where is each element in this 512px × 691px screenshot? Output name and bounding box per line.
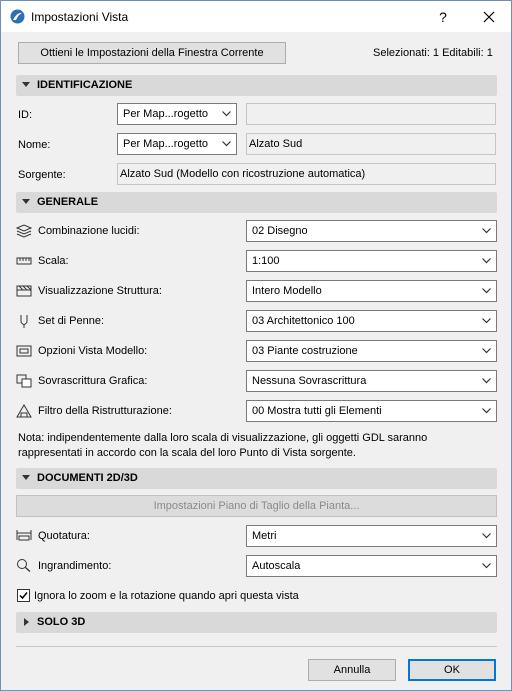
- filtro-ristrutturazione-select[interactable]: [246, 400, 497, 422]
- section-generale[interactable]: [16, 192, 497, 213]
- chevron-down-icon: [482, 533, 491, 539]
- get-current-window-settings-button[interactable]: Ottieni le Impostazioni della Finestra Corrente: [18, 42, 286, 64]
- nome-field: Alzato Sud: [246, 133, 496, 155]
- sovrascrittura-grafica-label: Sovrascrittura Grafica:: [38, 375, 148, 387]
- archicad-app-icon: [10, 9, 25, 24]
- set-di-penne-label: Set di Penne:: [38, 315, 105, 327]
- pen-icon: [16, 314, 32, 328]
- collapse-arrow-icon: [22, 475, 30, 480]
- filtro-ristrutturazione-label: Filtro della Ristrutturazione:: [38, 405, 172, 417]
- title-bar[interactable]: [1, 1, 511, 32]
- checkmark-icon: [18, 590, 29, 601]
- chevron-down-icon: [482, 408, 491, 414]
- opzioni-vista-modello-select[interactable]: [246, 340, 497, 362]
- section-title: IDENTIFICAZIONE: [37, 79, 133, 91]
- nome-mode-select[interactable]: [117, 133, 237, 155]
- quotatura-select[interactable]: [246, 525, 497, 547]
- chevron-down-icon: [482, 228, 491, 234]
- scala-value: 1:100: [252, 255, 280, 267]
- close-icon[interactable]: [477, 6, 501, 28]
- structure-icon: [16, 284, 32, 298]
- collapse-arrow-icon: [22, 199, 30, 204]
- scala-select[interactable]: [246, 250, 497, 272]
- combinazione-lucidi-select[interactable]: [246, 220, 497, 242]
- visualizzazione-struttura-value: Intero Modello: [252, 285, 322, 297]
- scala-label: Scala:: [38, 255, 69, 267]
- chevron-down-icon: [482, 318, 491, 324]
- nome-label: Nome:: [18, 139, 51, 151]
- note-line: Nota: indipendentemente dalla loro scala di visualizzazione, gli oggetti GDL saranno: [18, 432, 428, 444]
- collapse-arrow-icon: [22, 82, 30, 87]
- combinazione-lucidi-value: 02 Disegno: [252, 225, 308, 237]
- chevron-down-icon: [482, 378, 491, 384]
- sovrascrittura-grafica-select[interactable]: [246, 370, 497, 392]
- selection-status: Selezionati: 1 Editabili: 1: [373, 47, 493, 59]
- section-identificazione[interactable]: [16, 75, 497, 96]
- chevron-down-icon: [482, 563, 491, 569]
- gdl-scale-note: [18, 431, 498, 461]
- help-button[interactable]: ?: [439, 9, 447, 25]
- quotatura-value: Metri: [252, 530, 277, 542]
- sorgente-label: Sorgente:: [18, 169, 66, 181]
- nome-mode-value: Per Map...rogetto: [123, 138, 208, 150]
- chevron-down-icon: [482, 258, 491, 264]
- note-line: rappresentati in accordo con la scala del loro Punto di Vista sorgente.: [18, 447, 356, 459]
- ingrandimento-label: Ingrandimento:: [38, 560, 112, 572]
- dimension-icon: [16, 528, 32, 542]
- combinazione-lucidi-label: Combinazione lucidi:: [38, 225, 140, 237]
- footer-divider: [16, 646, 497, 647]
- section-title: DOCUMENTI 2D/3D: [37, 472, 138, 484]
- expand-arrow-icon: [24, 618, 29, 626]
- id-field: [246, 103, 496, 125]
- opzioni-vista-modello-value: 03 Piante costruzione: [252, 345, 358, 357]
- opzioni-vista-modello-label: Opzioni Vista Modello:: [38, 345, 148, 357]
- visualizzazione-struttura-label: Visualizzazione Struttura:: [38, 285, 162, 297]
- chevron-down-icon: [482, 288, 491, 294]
- id-mode-value: Per Map...rogetto: [123, 108, 208, 120]
- window-title: Impostazioni Vista: [31, 10, 129, 24]
- cut-plane-settings-button[interactable]: Impostazioni Piano di Taglio della Pianta...: [16, 495, 497, 517]
- model-view-icon: [16, 344, 32, 358]
- sovrascrittura-grafica-value: Nessuna Sovrascrittura: [252, 375, 367, 387]
- chevron-down-icon: [482, 348, 491, 354]
- magnifier-icon: [16, 558, 32, 572]
- section-documenti[interactable]: [16, 468, 497, 489]
- visualizzazione-struttura-select[interactable]: [246, 280, 497, 302]
- filtro-ristrutturazione-value: 00 Mostra tutti gli Elementi: [252, 405, 382, 417]
- ingrandimento-select[interactable]: [246, 555, 497, 577]
- section-title: GENERALE: [37, 196, 99, 208]
- ignore-zoom-label[interactable]: Ignora lo zoom e la rotazione quando apri questa vista: [34, 590, 299, 602]
- set-di-penne-select[interactable]: [246, 310, 497, 332]
- layers-icon: [16, 224, 32, 238]
- id-label: ID:: [18, 109, 33, 121]
- chevron-down-icon: [222, 141, 231, 147]
- sorgente-field: Alzato Sud (Modello con ricostruzione automatica): [117, 163, 496, 185]
- section-title: SOLO 3D: [37, 616, 86, 628]
- chevron-down-icon: [222, 111, 231, 117]
- ok-button[interactable]: OK: [408, 659, 496, 681]
- id-mode-select[interactable]: [117, 103, 237, 125]
- quotatura-label: Quotatura:: [38, 530, 90, 542]
- cancel-button[interactable]: Annulla: [308, 659, 396, 681]
- renovation-filter-icon: [16, 404, 32, 418]
- set-di-penne-value: 03 Architettonico 100: [252, 315, 355, 327]
- section-solo-3d[interactable]: [16, 612, 497, 633]
- ingrandimento-value: Autoscala: [252, 560, 301, 572]
- ignore-zoom-checkbox[interactable]: [17, 589, 30, 602]
- graphic-override-icon: [16, 374, 32, 388]
- ruler-icon: [16, 254, 32, 268]
